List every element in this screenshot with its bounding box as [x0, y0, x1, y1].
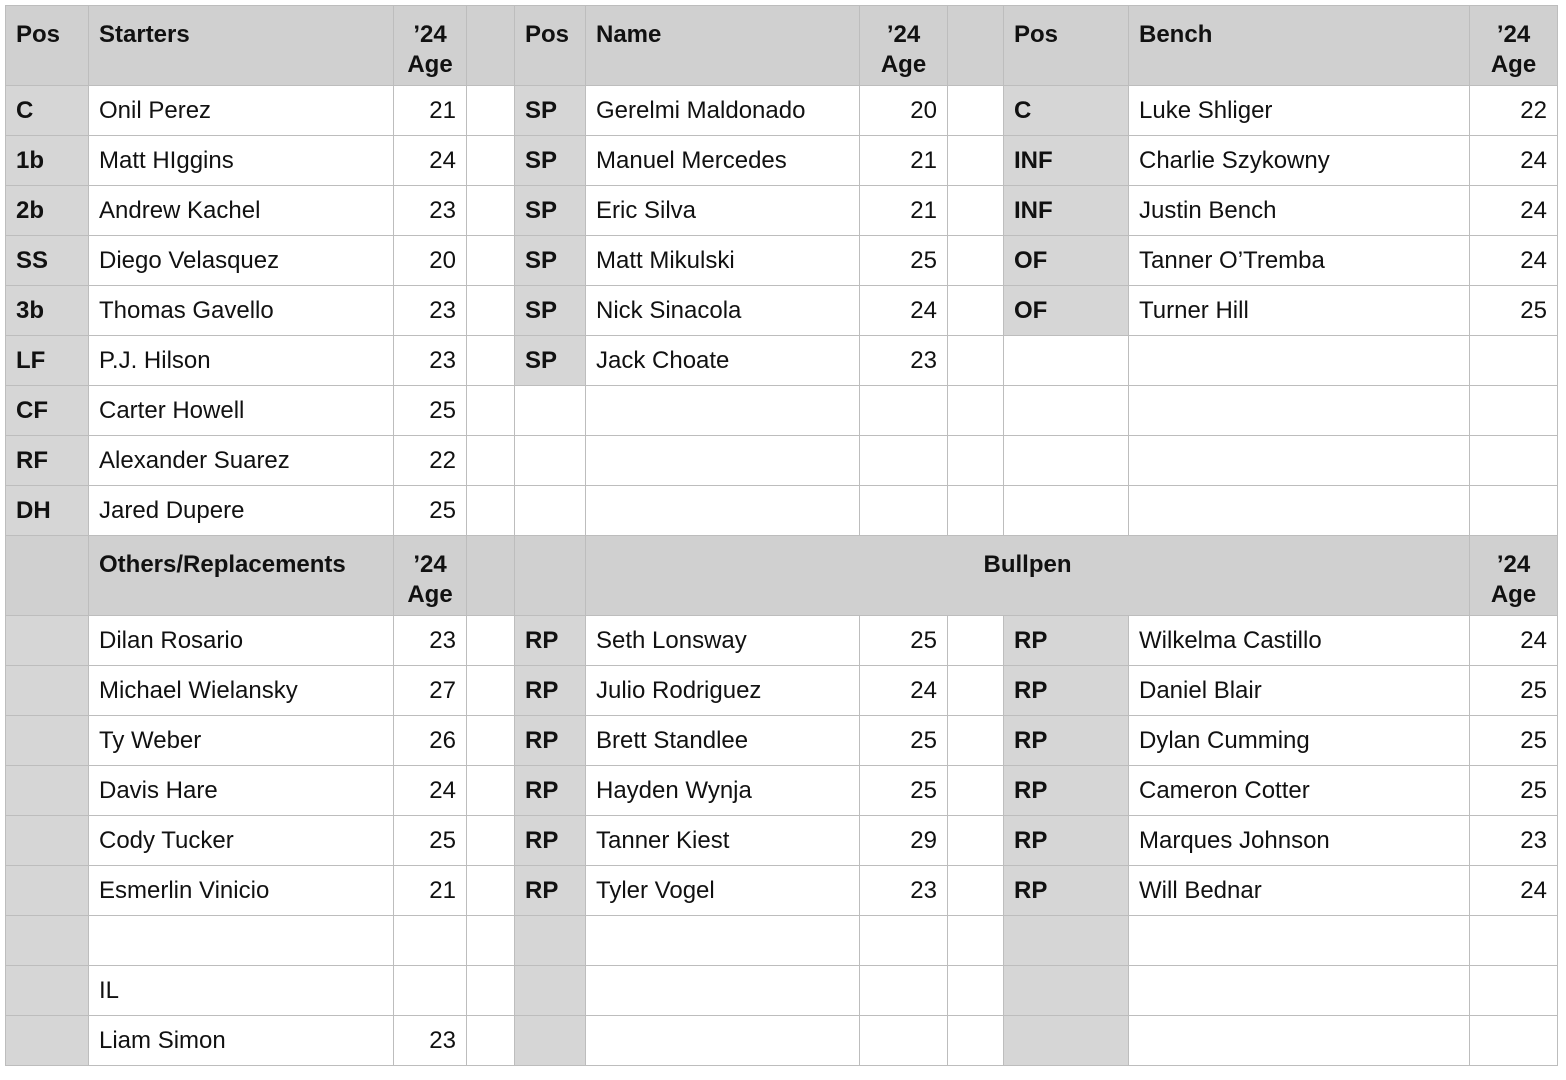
age-cell	[1470, 966, 1558, 1016]
table-row	[6, 286, 1558, 336]
table-row	[6, 1016, 1558, 1066]
age-cell: 24	[1470, 866, 1558, 916]
player-name-cell: Julio Rodriguez	[586, 666, 860, 716]
roster-body	[6, 6, 1558, 1066]
header-age-4: ’24 Age	[394, 536, 467, 616]
pos-cell: SP	[515, 86, 586, 136]
player-name-cell: Manuel Mercedes	[586, 136, 860, 186]
pos-cell: SP	[515, 286, 586, 336]
pos-cell: SP	[515, 336, 586, 386]
pos-cell: RP	[515, 766, 586, 816]
header-spacer-2	[948, 6, 1004, 86]
age-cell: 21	[860, 136, 948, 186]
age-cell: 27	[394, 666, 467, 716]
pos-cell	[515, 916, 586, 966]
spacer-cell	[467, 236, 515, 286]
player-name-cell	[1129, 916, 1470, 966]
age-cell	[1470, 486, 1558, 536]
pos-cell: RP	[515, 716, 586, 766]
pos-cell: RF	[6, 436, 89, 486]
header-pos-blank-2	[515, 536, 586, 616]
pos-cell	[6, 666, 89, 716]
header-pos-2: Pos	[515, 6, 586, 86]
player-name-cell: Tyler Vogel	[586, 866, 860, 916]
age-cell: 23	[394, 1016, 467, 1066]
age-cell: 24	[1470, 186, 1558, 236]
player-name-cell: Brett Standlee	[586, 716, 860, 766]
age-cell	[860, 386, 948, 436]
pos-cell	[6, 816, 89, 866]
pos-cell: RP	[515, 616, 586, 666]
player-name-cell: Turner Hill	[1129, 286, 1470, 336]
player-name-cell: Tanner Kiest	[586, 816, 860, 866]
player-name-cell	[586, 386, 860, 436]
roster-table	[5, 5, 1558, 1066]
age-cell: 22	[394, 436, 467, 486]
pos-cell	[1004, 916, 1129, 966]
pos-cell	[1004, 436, 1129, 486]
player-name-cell: Michael Wielansky	[89, 666, 394, 716]
spacer-cell	[948, 186, 1004, 236]
player-name-cell	[586, 966, 860, 1016]
table-row	[6, 766, 1558, 816]
player-name-cell: Andrew Kachel	[89, 186, 394, 236]
age-cell	[860, 1016, 948, 1066]
player-name-cell	[1129, 386, 1470, 436]
table-row	[6, 136, 1558, 186]
spacer-cell	[467, 436, 515, 486]
spacer-cell	[948, 966, 1004, 1016]
pos-cell	[6, 766, 89, 816]
age-cell	[860, 966, 948, 1016]
pos-cell	[1004, 486, 1129, 536]
age-cell: 23	[394, 286, 467, 336]
age-cell	[1470, 336, 1558, 386]
pos-cell: SP	[515, 236, 586, 286]
pos-cell: RP	[515, 866, 586, 916]
pos-cell	[6, 916, 89, 966]
player-name-cell	[586, 916, 860, 966]
player-name-cell: Davis Hare	[89, 766, 394, 816]
header-pos-1: Pos	[6, 6, 89, 86]
spacer-cell	[467, 286, 515, 336]
header-age-1: ’24 Age	[394, 6, 467, 86]
player-name-cell: Jared Dupere	[89, 486, 394, 536]
table-row	[6, 816, 1558, 866]
age-cell: 23	[394, 616, 467, 666]
header-spacer-1	[467, 6, 515, 86]
age-cell	[394, 916, 467, 966]
pos-cell: 1b	[6, 136, 89, 186]
spacer-cell	[948, 916, 1004, 966]
spacer-cell	[467, 86, 515, 136]
player-name-cell	[586, 1016, 860, 1066]
pos-cell	[515, 966, 586, 1016]
spacer-cell	[948, 336, 1004, 386]
pos-cell: 3b	[6, 286, 89, 336]
age-cell: 24	[1470, 136, 1558, 186]
spacer-cell	[948, 486, 1004, 536]
pos-cell: RP	[1004, 616, 1129, 666]
table-row	[6, 916, 1558, 966]
age-cell: 23	[860, 336, 948, 386]
player-name-cell: Dylan Cumming	[1129, 716, 1470, 766]
age-cell: 25	[394, 816, 467, 866]
pos-cell	[515, 486, 586, 536]
spacer-cell	[948, 866, 1004, 916]
player-name-cell: Carter Howell	[89, 386, 394, 436]
pos-cell	[6, 616, 89, 666]
pos-cell: RP	[1004, 816, 1129, 866]
player-name-cell: Ty Weber	[89, 716, 394, 766]
player-name-cell: IL	[89, 966, 394, 1016]
pos-cell	[1004, 966, 1129, 1016]
age-cell: 25	[1470, 716, 1558, 766]
table-row	[6, 236, 1558, 286]
pos-cell	[6, 966, 89, 1016]
table-row	[6, 866, 1558, 916]
table-row	[6, 436, 1558, 486]
spacer-cell	[467, 766, 515, 816]
player-name-cell: Luke Shliger	[1129, 86, 1470, 136]
table-row	[6, 186, 1558, 236]
pos-cell	[1004, 1016, 1129, 1066]
header-age-5: ’24 Age	[1470, 536, 1558, 616]
pos-cell: LF	[6, 336, 89, 386]
player-name-cell: Wilkelma Castillo	[1129, 616, 1470, 666]
player-name-cell	[586, 436, 860, 486]
spacer-cell	[467, 386, 515, 436]
age-cell: 21	[394, 866, 467, 916]
spacer-cell	[467, 136, 515, 186]
pos-cell: C	[1004, 86, 1129, 136]
pos-cell	[1004, 336, 1129, 386]
spacer-cell	[948, 86, 1004, 136]
player-name-cell: Cameron Cotter	[1129, 766, 1470, 816]
player-name-cell: Diego Velasquez	[89, 236, 394, 286]
table-row	[6, 336, 1558, 386]
age-cell: 21	[860, 186, 948, 236]
age-cell: 23	[860, 866, 948, 916]
player-name-cell	[1129, 436, 1470, 486]
age-cell: 22	[1470, 86, 1558, 136]
spacer-cell	[948, 816, 1004, 866]
spacer-cell	[467, 1016, 515, 1066]
age-cell: 25	[860, 616, 948, 666]
spacer-cell	[467, 486, 515, 536]
pos-cell: SP	[515, 136, 586, 186]
header-row-bottom	[6, 536, 1558, 616]
age-cell	[860, 486, 948, 536]
player-name-cell: Liam Simon	[89, 1016, 394, 1066]
age-cell: 24	[860, 286, 948, 336]
age-cell: 24	[394, 136, 467, 186]
table-row	[6, 666, 1558, 716]
player-name-cell: Thomas Gavello	[89, 286, 394, 336]
pos-cell: DH	[6, 486, 89, 536]
age-cell: 20	[394, 236, 467, 286]
player-name-cell	[1129, 1016, 1470, 1066]
spacer-cell	[467, 186, 515, 236]
player-name-cell: Jack Choate	[586, 336, 860, 386]
age-cell: 25	[1470, 766, 1558, 816]
table-row	[6, 486, 1558, 536]
player-name-cell: Matt Mikulski	[586, 236, 860, 286]
pos-cell	[6, 1016, 89, 1066]
pos-cell: RP	[1004, 716, 1129, 766]
header-pos-blank	[6, 536, 89, 616]
age-cell: 23	[1470, 816, 1558, 866]
player-name-cell: P.J. Hilson	[89, 336, 394, 386]
pos-cell: RP	[515, 816, 586, 866]
spacer-cell	[948, 666, 1004, 716]
spacer-cell	[467, 716, 515, 766]
table-row	[6, 386, 1558, 436]
player-name-cell: Alexander Suarez	[89, 436, 394, 486]
spacer-cell	[467, 666, 515, 716]
header-spacer-3	[467, 536, 515, 616]
pos-cell: CF	[6, 386, 89, 436]
player-name-cell: Will Bednar	[1129, 866, 1470, 916]
pos-cell	[515, 1016, 586, 1066]
player-name-cell: Marques Johnson	[1129, 816, 1470, 866]
pos-cell	[515, 436, 586, 486]
player-name-cell: Justin Bench	[1129, 186, 1470, 236]
age-cell	[394, 966, 467, 1016]
player-name-cell: Charlie Szykowny	[1129, 136, 1470, 186]
spacer-cell	[948, 766, 1004, 816]
age-cell	[1470, 386, 1558, 436]
header-name: Name	[586, 6, 860, 86]
player-name-cell: Matt HIggins	[89, 136, 394, 186]
pos-cell: RP	[1004, 766, 1129, 816]
spacer-cell	[948, 386, 1004, 436]
pos-cell: INF	[1004, 186, 1129, 236]
age-cell	[1470, 916, 1558, 966]
pos-cell	[515, 386, 586, 436]
player-name-cell	[1129, 486, 1470, 536]
pos-cell: SS	[6, 236, 89, 286]
age-cell: 24	[860, 666, 948, 716]
pos-cell	[1004, 386, 1129, 436]
age-cell: 25	[1470, 666, 1558, 716]
pos-cell: SP	[515, 186, 586, 236]
header-starters: Starters	[89, 6, 394, 86]
header-bullpen: Bullpen	[586, 536, 1470, 616]
player-name-cell: Cody Tucker	[89, 816, 394, 866]
age-cell: 25	[394, 486, 467, 536]
player-name-cell: Onil Perez	[89, 86, 394, 136]
pos-cell: C	[6, 86, 89, 136]
pos-cell: RP	[515, 666, 586, 716]
spacer-cell	[467, 616, 515, 666]
pos-cell: INF	[1004, 136, 1129, 186]
player-name-cell: Dilan Rosario	[89, 616, 394, 666]
player-name-cell: Tanner O’Tremba	[1129, 236, 1470, 286]
spacer-cell	[948, 1016, 1004, 1066]
player-name-cell	[1129, 966, 1470, 1016]
age-cell: 24	[1470, 616, 1558, 666]
header-pos-3: Pos	[1004, 6, 1129, 86]
age-cell: 26	[394, 716, 467, 766]
header-bench: Bench	[1129, 6, 1470, 86]
header-row-top	[6, 6, 1558, 86]
table-row	[6, 716, 1558, 766]
age-cell: 24	[394, 766, 467, 816]
spacer-cell	[948, 436, 1004, 486]
age-cell	[1470, 1016, 1558, 1066]
spacer-cell	[948, 136, 1004, 186]
pos-cell: RP	[1004, 866, 1129, 916]
age-cell	[860, 916, 948, 966]
spacer-cell	[467, 866, 515, 916]
spacer-cell	[467, 336, 515, 386]
age-cell: 23	[394, 336, 467, 386]
age-cell: 25	[1470, 286, 1558, 336]
age-cell	[860, 436, 948, 486]
age-cell	[1470, 436, 1558, 486]
player-name-cell	[89, 916, 394, 966]
pos-cell	[6, 866, 89, 916]
age-cell: 29	[860, 816, 948, 866]
age-cell: 24	[1470, 236, 1558, 286]
player-name-cell: Hayden Wynja	[586, 766, 860, 816]
player-name-cell: Eric Silva	[586, 186, 860, 236]
table-row	[6, 616, 1558, 666]
player-name-cell	[586, 486, 860, 536]
age-cell: 21	[394, 86, 467, 136]
header-others: Others/Replacements	[89, 536, 394, 616]
age-cell: 25	[394, 386, 467, 436]
age-cell: 25	[860, 766, 948, 816]
spacer-cell	[467, 816, 515, 866]
pos-cell: OF	[1004, 236, 1129, 286]
spacer-cell	[467, 966, 515, 1016]
pos-cell: RP	[1004, 666, 1129, 716]
age-cell: 25	[860, 716, 948, 766]
pos-cell: OF	[1004, 286, 1129, 336]
spacer-cell	[948, 616, 1004, 666]
player-name-cell: Daniel Blair	[1129, 666, 1470, 716]
pos-cell: 2b	[6, 186, 89, 236]
player-name-cell	[1129, 336, 1470, 386]
table-row	[6, 966, 1558, 1016]
header-age-2: ’24 Age	[860, 6, 948, 86]
player-name-cell: Esmerlin Vinicio	[89, 866, 394, 916]
roster-sheet	[5, 5, 1557, 1070]
spacer-cell	[467, 916, 515, 966]
player-name-cell: Seth Lonsway	[586, 616, 860, 666]
pos-cell	[6, 716, 89, 766]
age-cell: 23	[394, 186, 467, 236]
table-row	[6, 86, 1558, 136]
age-cell: 20	[860, 86, 948, 136]
spacer-cell	[948, 236, 1004, 286]
player-name-cell: Gerelmi Maldonado	[586, 86, 860, 136]
age-cell: 25	[860, 236, 948, 286]
player-name-cell: Nick Sinacola	[586, 286, 860, 336]
spacer-cell	[948, 716, 1004, 766]
header-age-3: ’24 Age	[1470, 6, 1558, 86]
spacer-cell	[948, 286, 1004, 336]
